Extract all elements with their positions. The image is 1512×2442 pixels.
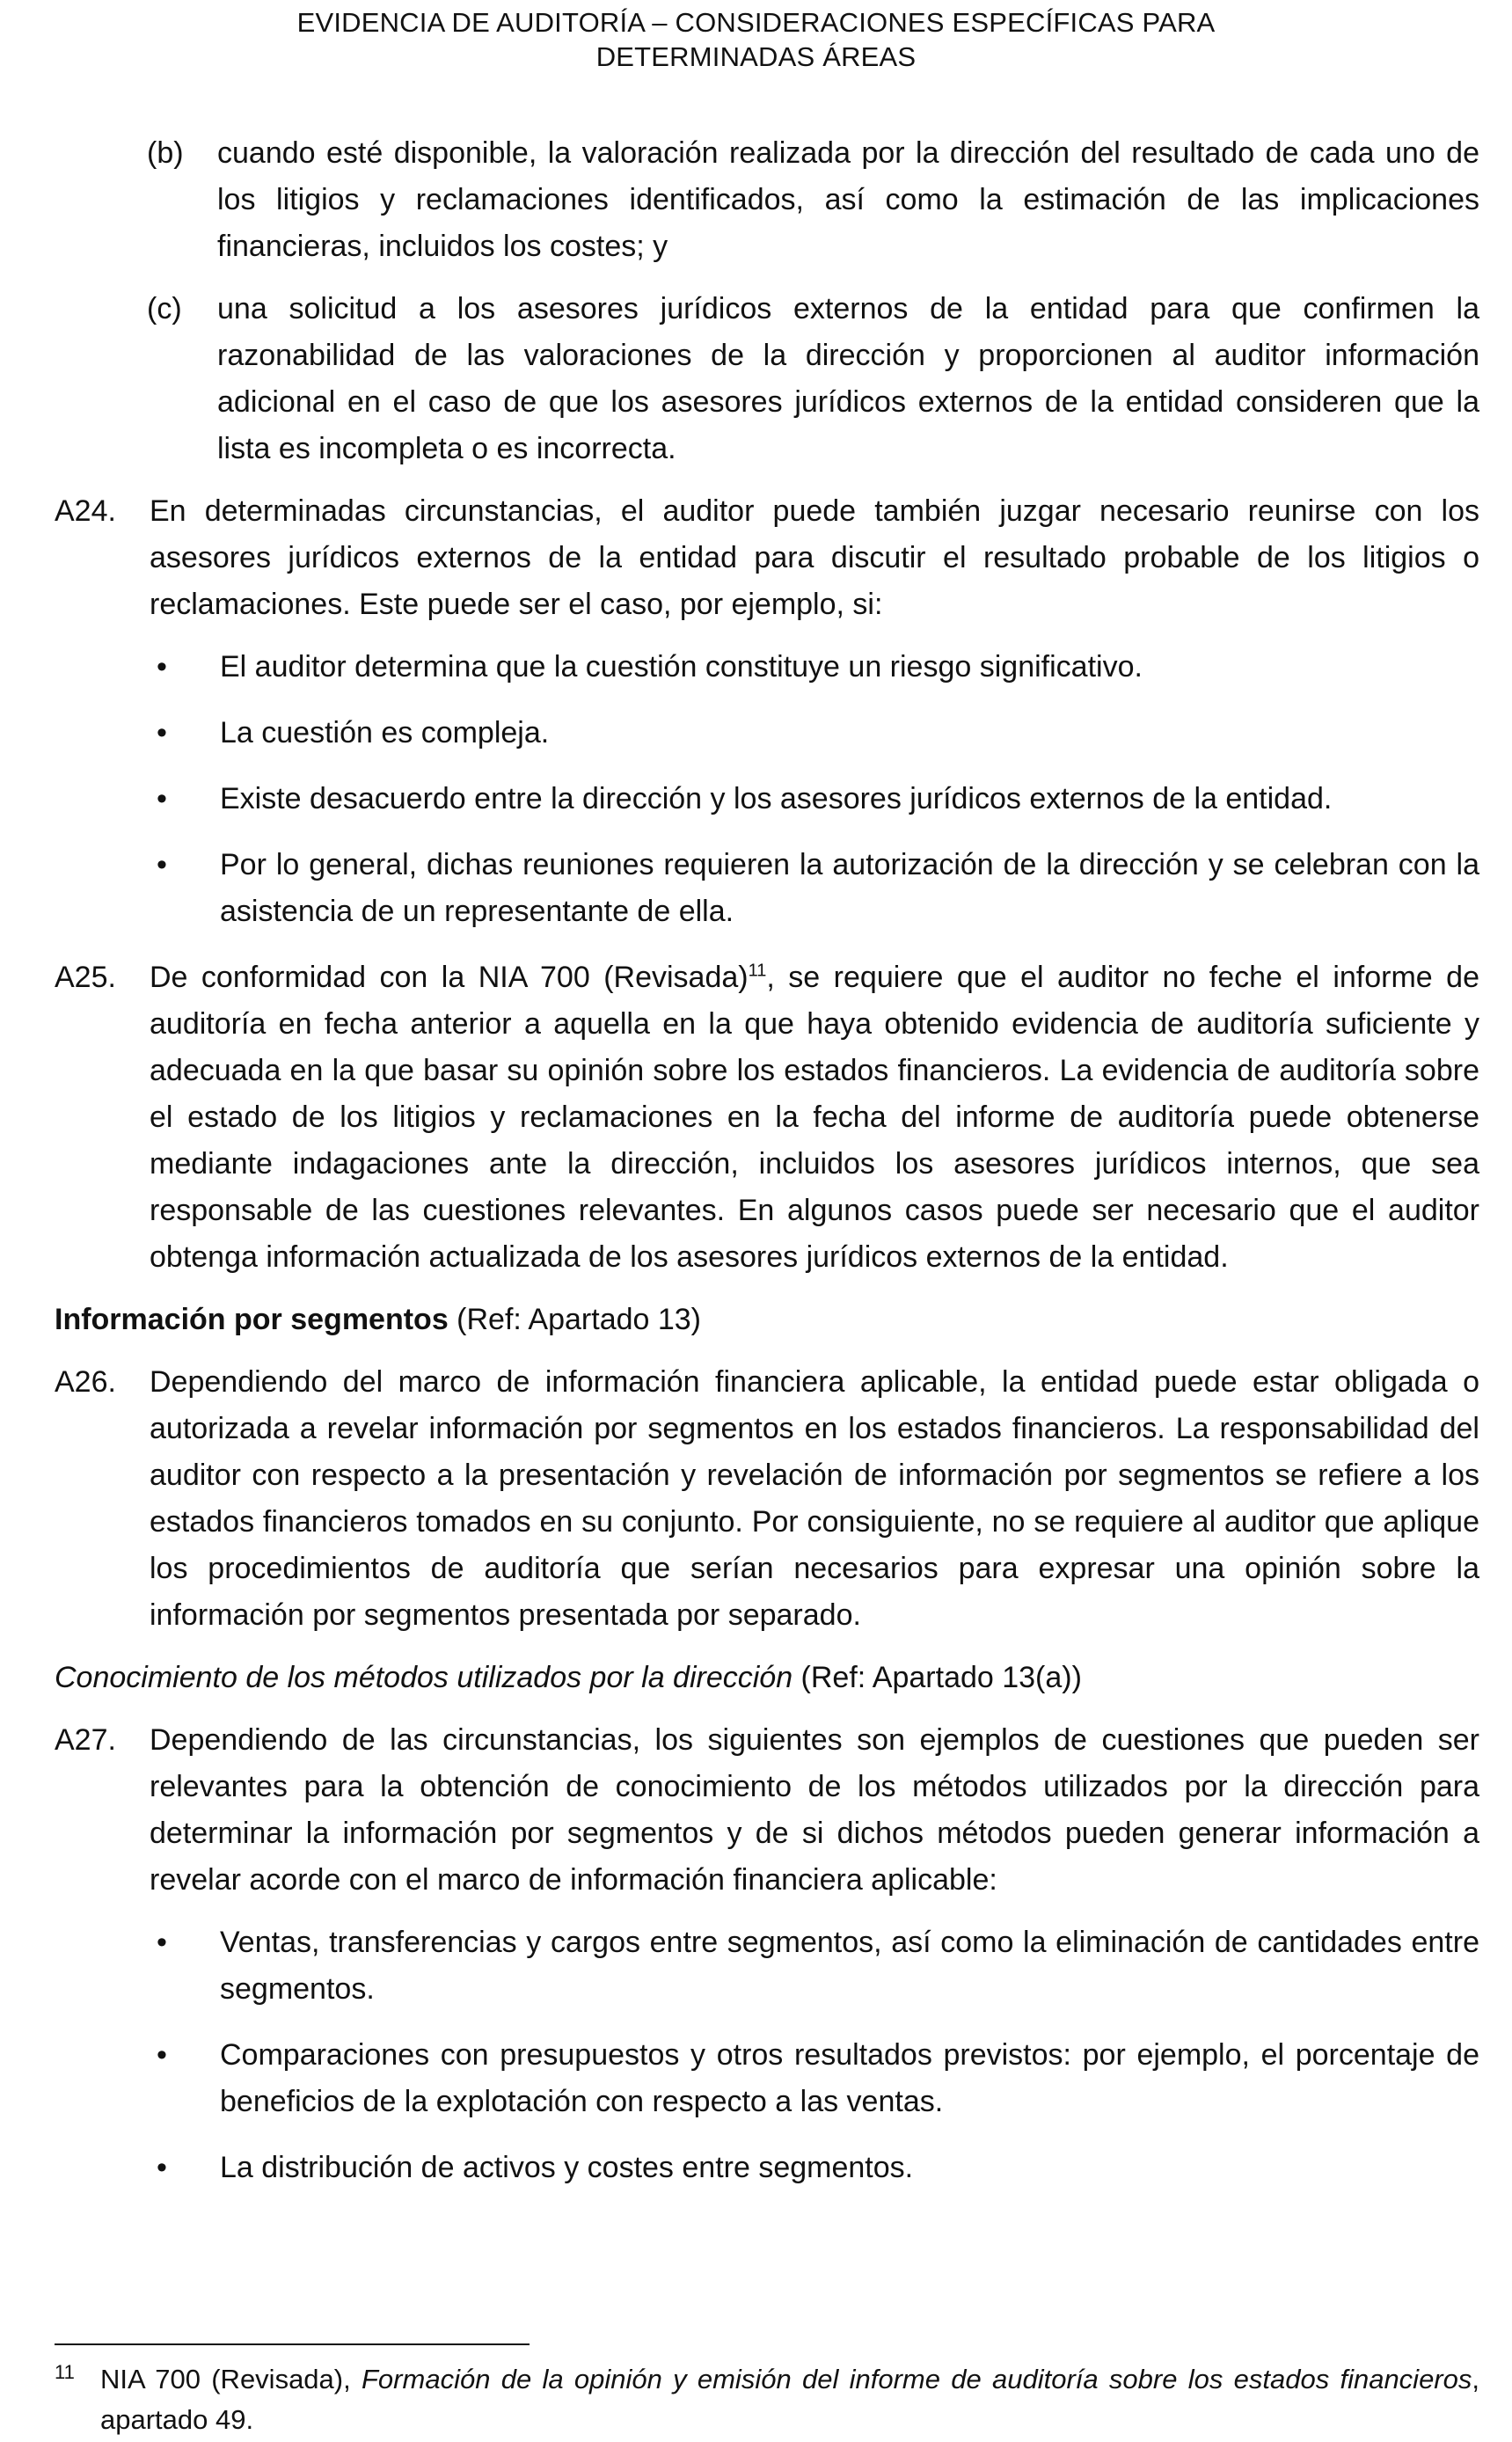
paragraph-number: A26. [55, 1365, 116, 1399]
list-item [147, 286, 1479, 472]
paragraph-a27 [55, 1717, 1479, 1904]
bullet-text: Comparaciones con presupuestos y otros resultados previstos: por ejemplo, el porcentaje de beneficios de la explotación con respecto a las ventas. [220, 2038, 1479, 2118]
bullet-icon: • [157, 1926, 167, 1959]
list-item [147, 130, 1479, 270]
bullet-text: La cuestión es compleja. [220, 716, 550, 749]
list-item [150, 2145, 1479, 2191]
paragraph-a24 [55, 488, 1479, 628]
bullet-icon: • [157, 716, 167, 749]
paragraph-number: A25. [55, 961, 116, 994]
paragraph-text: Dependiendo de las circunstancias, los siguientes son ejemplos de cuestiones que pueden ser relevantes para la obtención de conocimiento de los métodos utilizados por la dirección para determinar la información por segmentos y de si dichos métodos pueden generar información a revelar acorde con el marco de información financiera aplicable: [150, 1723, 1479, 1897]
paragraph-text [150, 954, 1479, 1281]
running-header-line-1: EVIDENCIA DE AUDITORÍA – CONSIDERACIONES ESPECÍFICAS PARA [296, 7, 1216, 38]
bullet-icon: • [157, 848, 167, 881]
section-heading-ref: (Ref: Apartado 13) [448, 1303, 702, 1336]
list-item-label: (c) [147, 292, 182, 325]
bullet-text: Existe desacuerdo entre la dirección y los asesores jurídicos externos de la entidad. [220, 782, 1333, 815]
list-item [150, 842, 1479, 935]
paragraph-number: A27. [55, 1723, 116, 1757]
running-header-line-2: DETERMINADAS ÁREAS [595, 41, 917, 72]
footnote-title: Formación de la opinión y emisión del informe de auditoría sobre los estados financieros [362, 2364, 1472, 2394]
footnote-number: 11 [55, 2361, 75, 2383]
list-item [150, 710, 1479, 757]
bullet-icon: • [157, 782, 167, 815]
paragraph-a25 [55, 954, 1479, 1281]
list-item [150, 776, 1479, 823]
bullet-text: Ventas, transferencias y cargos entre segmentos, así como la eliminación de cantidades entre segmentos. [220, 1926, 1479, 2006]
bullet-list-a27 [150, 1919, 1479, 2191]
page-body [55, 130, 1479, 2211]
paragraph-text: En determinadas circunstancias, el auditor puede también juzgar necesario reunirse con los asesores jurídicos externos de la entidad para discutir el resultado probable de los litigios o reclamaciones. Este puede ser el caso, por ejemplo, si: [150, 494, 1479, 621]
list-item [150, 2032, 1479, 2125]
lettered-list [147, 130, 1479, 472]
paragraph-a26 [55, 1359, 1479, 1639]
subsection-heading-ref: (Ref: Apartado 13(a)) [793, 1661, 1082, 1694]
paragraph-number: A24. [55, 494, 116, 528]
bullet-text: Por lo general, dichas reuniones requieren la autorización de la dirección y se celebran con la asistencia de un representante de ella. [220, 848, 1479, 928]
bullet-text: El auditor determina que la cuestión constituye un riesgo significativo. [220, 650, 1143, 684]
bullet-icon: • [157, 2151, 167, 2184]
section-heading-title: Información por segmentos [55, 1303, 449, 1336]
bullet-icon: • [157, 2038, 167, 2072]
footnote-suffix: , apartado 49. [100, 2364, 1479, 2435]
running-header [0, 5, 1512, 74]
list-item [150, 1919, 1479, 2013]
subsection-heading-title: Conocimiento de los métodos utilizados por la dirección [55, 1661, 793, 1694]
footnote-text [100, 2359, 1479, 2440]
section-heading-segments [55, 1297, 1479, 1343]
footnote [55, 2359, 1479, 2440]
list-item-text: una solicitud a los asesores jurídicos externos de la entidad para que confirmen la razonabilidad de las valoraciones de la dirección y proporcionen al auditor información adicional en el caso de que los asesores jurídicos externos de la entidad consideren que la lista es incompleta o es incorrecta. [217, 292, 1479, 465]
paragraph-text-start: De conformidad con la NIA 700 (Revisada) [150, 961, 749, 994]
bullet-text: La distribución de activos y costes entre segmentos. [220, 2151, 914, 2184]
paragraph-text: Dependiendo del marco de información financiera aplicable, la entidad puede estar obligada o autorizada a revelar información por segmentos en los estados financieros. La responsabilidad del auditor con respecto a la presentación y revelación de información por segmentos se refiere a los estados financieros tomados en su conjunto. Por consiguiente, no se requiere al auditor que aplique los procedimientos de auditoría que serían necesarios para expresar una opinión sobre la información por segmentos presentada por separado. [150, 1365, 1479, 1632]
footnote-reference[interactable]: 11 [748, 961, 767, 981]
footnote-divider [55, 2343, 530, 2345]
paragraph-text-rest: , se requiere que el auditor no feche el informe de auditoría en fecha anterior a aquella en la que haya obtenido evidencia de auditoría suficiente y adecuada en la que basar su opinión sobre los estados financieros. La evidencia de auditoría sobre el estado de los litigios y reclamaciones en la fecha del informe de auditoría puede obtenerse mediante indagaciones ante la dirección, incluidos los asesores jurídicos internos, que sea responsable de las cuestiones relevantes. En algunos casos puede ser necesario que el auditor obtenga información actualizada de los asesores jurídicos externos de la entidad. [150, 961, 1479, 1274]
footnote-prefix: NIA 700 (Revisada), [100, 2364, 362, 2394]
subsection-heading-methods [55, 1655, 1479, 1701]
list-item [150, 644, 1479, 691]
bullet-icon: • [157, 650, 167, 684]
bullet-list-a24 [150, 644, 1479, 935]
list-item-label: (b) [147, 136, 184, 170]
list-item-text: cuando esté disponible, la valoración realizada por la dirección del resultado de cada uno de los litigios y reclamaciones identificados, así como la estimación de las implicaciones financieras, incluidos los costes; y [217, 136, 1479, 263]
